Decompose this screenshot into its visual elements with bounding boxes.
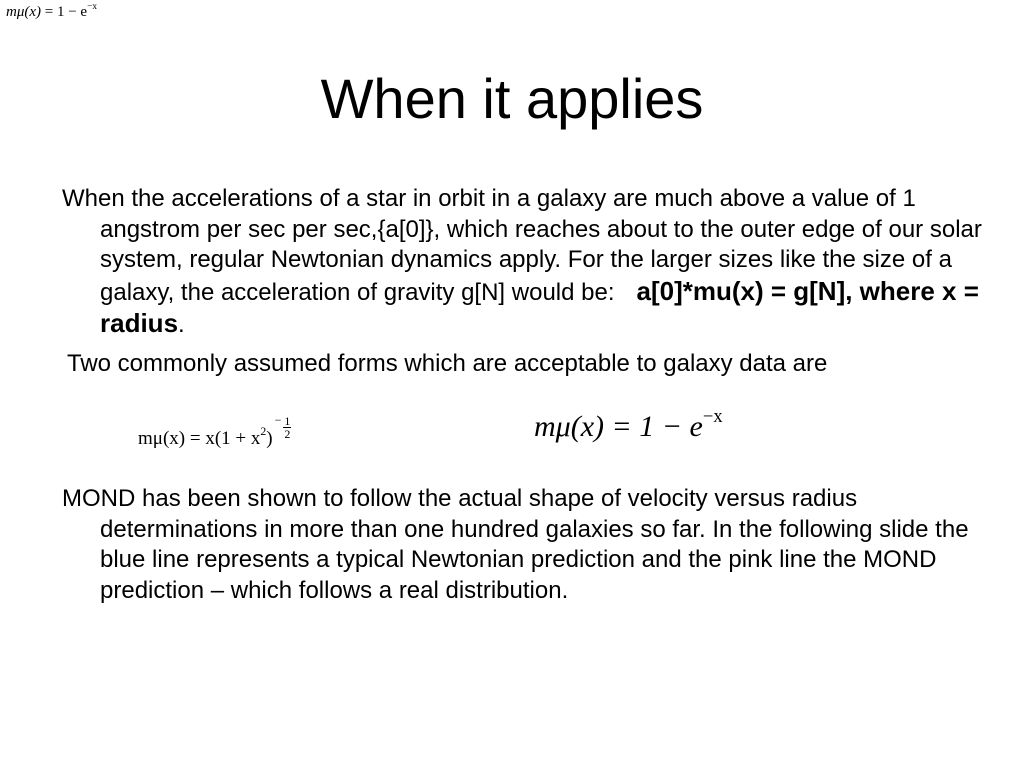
corner-formula-rhs: = 1 − e (44, 4, 88, 20)
formula-right-exponent: −x (702, 406, 723, 428)
formula-left-lhs: mμ(x) = x(1 + x (138, 428, 261, 449)
formula-left-square: 2 (260, 425, 267, 439)
paragraph-newtonian (62, 184, 1000, 341)
paragraph-newtonian-end: . (178, 311, 185, 338)
corner-formula (6, 4, 97, 21)
formula-left (138, 414, 291, 450)
slide-title: When it applies (320, 67, 704, 130)
bold-formula: a[0]*mu(x) = g[N], where x = radius (100, 275, 979, 338)
formula-right-lhs: mμ(x) = 1 − e (534, 410, 703, 443)
paragraph-newtonian-text: When the accelerations of a star in orbit in a galaxy are much above a value of 1 angstrom per sec per sec,{a[0]}, which reaches about to the outer edge of our solar system, regular Newtonian dynamics apply. For the larger sizes like the size of a galaxy, the acceleration of gravity g[N] would be: (62, 185, 982, 306)
corner-formula-lhs: mμ(x) (6, 4, 42, 20)
formula-left-exponent-numerator: 1 (284, 413, 291, 428)
formula-left-exponent (275, 414, 292, 440)
formula-left-close: ) (266, 428, 273, 449)
formula-left-exponent-denominator: 2 (284, 426, 291, 441)
paragraph-mond: MOND has been shown to follow the actual shape of velocity versus radius determinations in more than one hundred galaxies so far. In the following slide the blue line represents a typical Newtonian prediction and the pink line the MOND prediction – which follows a real distribution. (62, 485, 969, 604)
formula-left-exponent-sign: − (274, 413, 282, 427)
formula-right (534, 406, 723, 444)
corner-formula-exponent: −x (87, 2, 97, 13)
paragraph-forms: Two commonly assumed forms which are acceptable to galaxy data are (67, 350, 828, 377)
